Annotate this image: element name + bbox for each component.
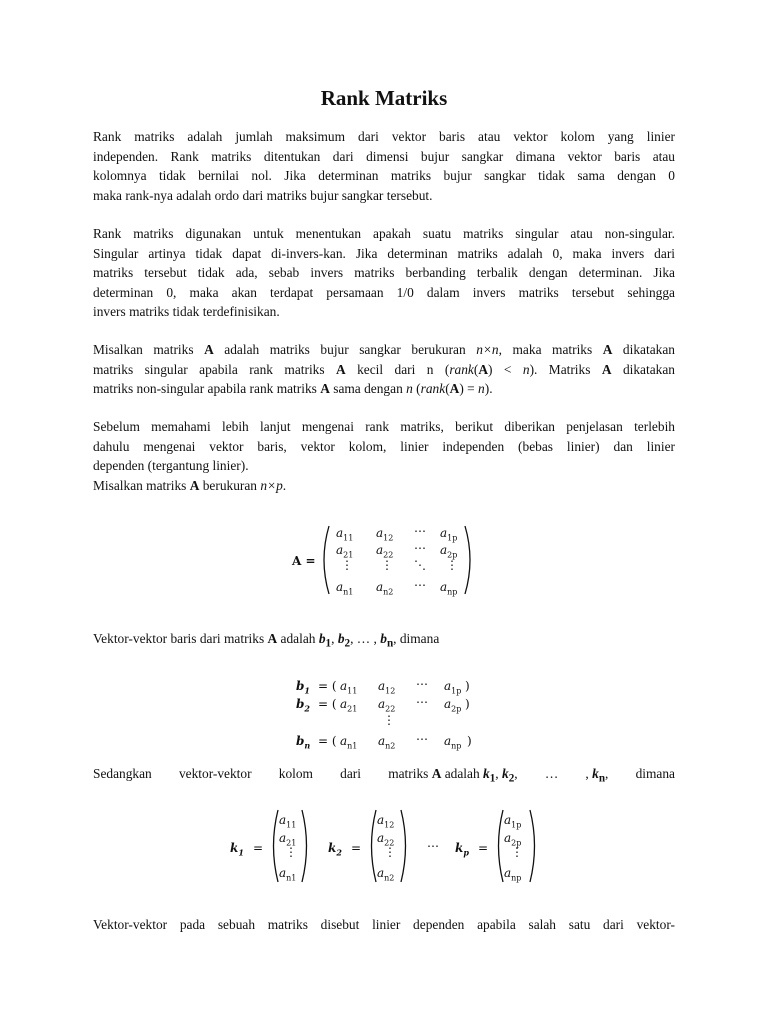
text-line: Misalkan matriks A adalah matriks bujur sangkar berukuran n×n, maka matriks A dikatakan [93,342,675,357]
matrix-entry: $a_{n1}$ [336,580,354,597]
row-vector-label: $b_2$ [296,697,310,714]
text-line: independen. Rank matriks ditentukan dari dimensi bujur sangkar dimana vektor baris atau [93,148,675,164]
right-paren [462,524,476,596]
column-vector-label: $k_2$ [328,841,342,858]
paragraph-singular [93,340,675,399]
paragraph-definition [93,127,675,205]
page-title: Rank Matriks [320,86,448,110]
matrix-entry: $a_{1p}$ [440,526,458,543]
vector-entry: $a_{12}$ [377,813,395,830]
vertical-dots: ⋮ [383,713,395,727]
horizontal-dots: ⋯ [427,839,439,853]
vector-entry: ⋯ [416,677,428,691]
equals-sign: = ( [318,697,337,711]
text-word: Sedangkan [93,766,152,781]
text-word: vektor-vektor [178,766,252,781]
row-vector-label: $b_n$ [296,734,311,751]
matrix-a-label: A = [292,554,316,568]
left-paren [318,524,332,596]
equals-sign: = ( [318,734,337,748]
vector-entry: $a_{n2}$ [378,734,396,751]
text-word: dari [340,766,361,781]
vector-entry: $a_{n1}$ [279,866,297,883]
text-line: Vektor-vektor baris dari matriks A adalah $b_1$, $b_2$, … , $b_n$, dimana [93,631,440,650]
vector-entry: $a_{21}$ [279,831,297,848]
text-line: maka rank-nya adalah ordo dari matriks bujur sangkar tersebut. [93,187,433,203]
matrix-entry: $a_{11}$ [336,526,354,543]
matrix-entry: $a_{np}$ [440,580,458,597]
matrix-entry: ⋮ [446,558,458,572]
vector-entry: $a_{n1}$ [340,734,358,751]
text-word: matriks A adalah $k_1$, $k_2$, [388,766,518,785]
matrix-entry: ⋯ [414,524,426,538]
text-line: Sebelum memahami lebih lanjut mengenai rank matriks, berikut diberikan penjelasan terlebih [93,419,675,434]
paragraph-row-vectors [93,629,675,654]
vector-entry: $a_{1p}$ [504,813,522,830]
row-vector-label: $b_1$ [296,679,310,696]
vector-entry: $a_{n2}$ [377,866,395,883]
text-line: Misalkan matriks A berukuran n×p. [93,477,287,493]
paragraph-intro-vectors [93,417,675,495]
equals-sign: = ( [318,679,337,693]
text-line: dahulu mengenai vektor baris, vektor kolom, linier independen (bebas linier) dan linier [93,438,675,454]
vector-entry: ⋮ [384,845,396,859]
text-word: dimana [635,766,675,781]
vector-entry: $a_{2p}$ [444,697,462,714]
text-line: invers matriks tidak terdefinisikan. [93,304,280,320]
vector-entry: ⋮ [511,845,523,859]
text-line: Rank matriks digunakan untuk menentukan apakah suatu matriks singular atau non-singular. [93,226,675,241]
vector-entry: $a_{21}$ [340,697,358,714]
matrix-entry: ⋱ [414,558,426,572]
matrix-entry: ⋯ [414,541,426,555]
equals-sign: = [351,841,362,855]
right-paren [300,808,312,884]
matrix-entry: ⋯ [414,578,426,592]
text-word: , $k_n$, [585,766,609,785]
vector-entry: $a_{np}$ [444,734,462,751]
column-vector-label: $k_p$ [455,841,469,858]
text-word: … [544,766,559,781]
text-line: Vektor-vektor pada sebuah matriks disebut linier dependen apabila salah satu dari vektor- [93,917,675,932]
column-vector-label: $k_1$ [230,841,244,858]
vector-entry: $a_{1p}$ [444,679,462,696]
matrix-entry: ⋮ [381,558,393,572]
close-paren: ) [467,734,472,748]
vector-entry: ⋮ [285,845,297,859]
text-line: Singular artinya tidak dapat di-invers-kan. Jika determinan matriks adalah 0, maka invers dari [93,245,675,261]
text-line: matriks singular apabila rank matriks A kecil dari n (rank(A) < n). Matriks A dikatakan [93,361,675,377]
paragraph-linear-dependent [93,915,675,935]
vector-entry: ⋯ [416,732,428,746]
vector-entry: $a_{11}$ [279,813,297,830]
close-paren: ) [465,697,470,711]
matrix-entry: $a_{22}$ [376,543,394,560]
text-line: dependen (tergantung linier). [93,458,249,474]
paragraph-column-vectors [93,764,675,789]
text-line: matriks tersebut tidak ada, sebab invers matriks berbanding terbalik dengan determinan. Jika [93,265,675,281]
paragraph-usage [93,224,675,322]
right-paren [528,808,540,884]
matrix-entry: $a_{21}$ [336,543,354,560]
matrix-entry: $a_{12}$ [376,526,394,543]
text-line: matriks non-singular apabila rank matriks A sama dengan n (rank(A) = n). [93,381,493,397]
matrix-entry: ⋮ [341,558,353,572]
vector-entry: $a_{11}$ [340,679,358,696]
equals-sign: = [478,841,489,855]
right-paren [399,808,411,884]
equals-sign: = [253,841,264,855]
close-paren: ) [465,679,470,693]
vector-entry: $a_{22}$ [377,831,395,848]
vector-entry: $a_{12}$ [378,679,396,696]
matrix-entry: $a_{2p}$ [440,543,458,560]
vector-entry: $a_{2p}$ [504,831,522,848]
text-line: Rank matriks adalah jumlah maksimum dari vektor baris atau vektor kolom yang linier [93,129,675,144]
matrix-entry: $a_{n2}$ [376,580,394,597]
text-line: kolomnya tidak bernilai nol. Jika determinan matriks bujur sangkar tidak sama dengan 0 [93,168,675,184]
vector-entry: ⋯ [416,695,428,709]
vector-entry: $a_{22}$ [378,697,396,714]
text-word: kolom [278,766,313,781]
text-line: determinan 0, maka akan terdapat persamaan 1/0 dalam invers matriks tersebut sehingga [93,284,675,300]
vector-entry: $a_{np}$ [504,866,522,883]
